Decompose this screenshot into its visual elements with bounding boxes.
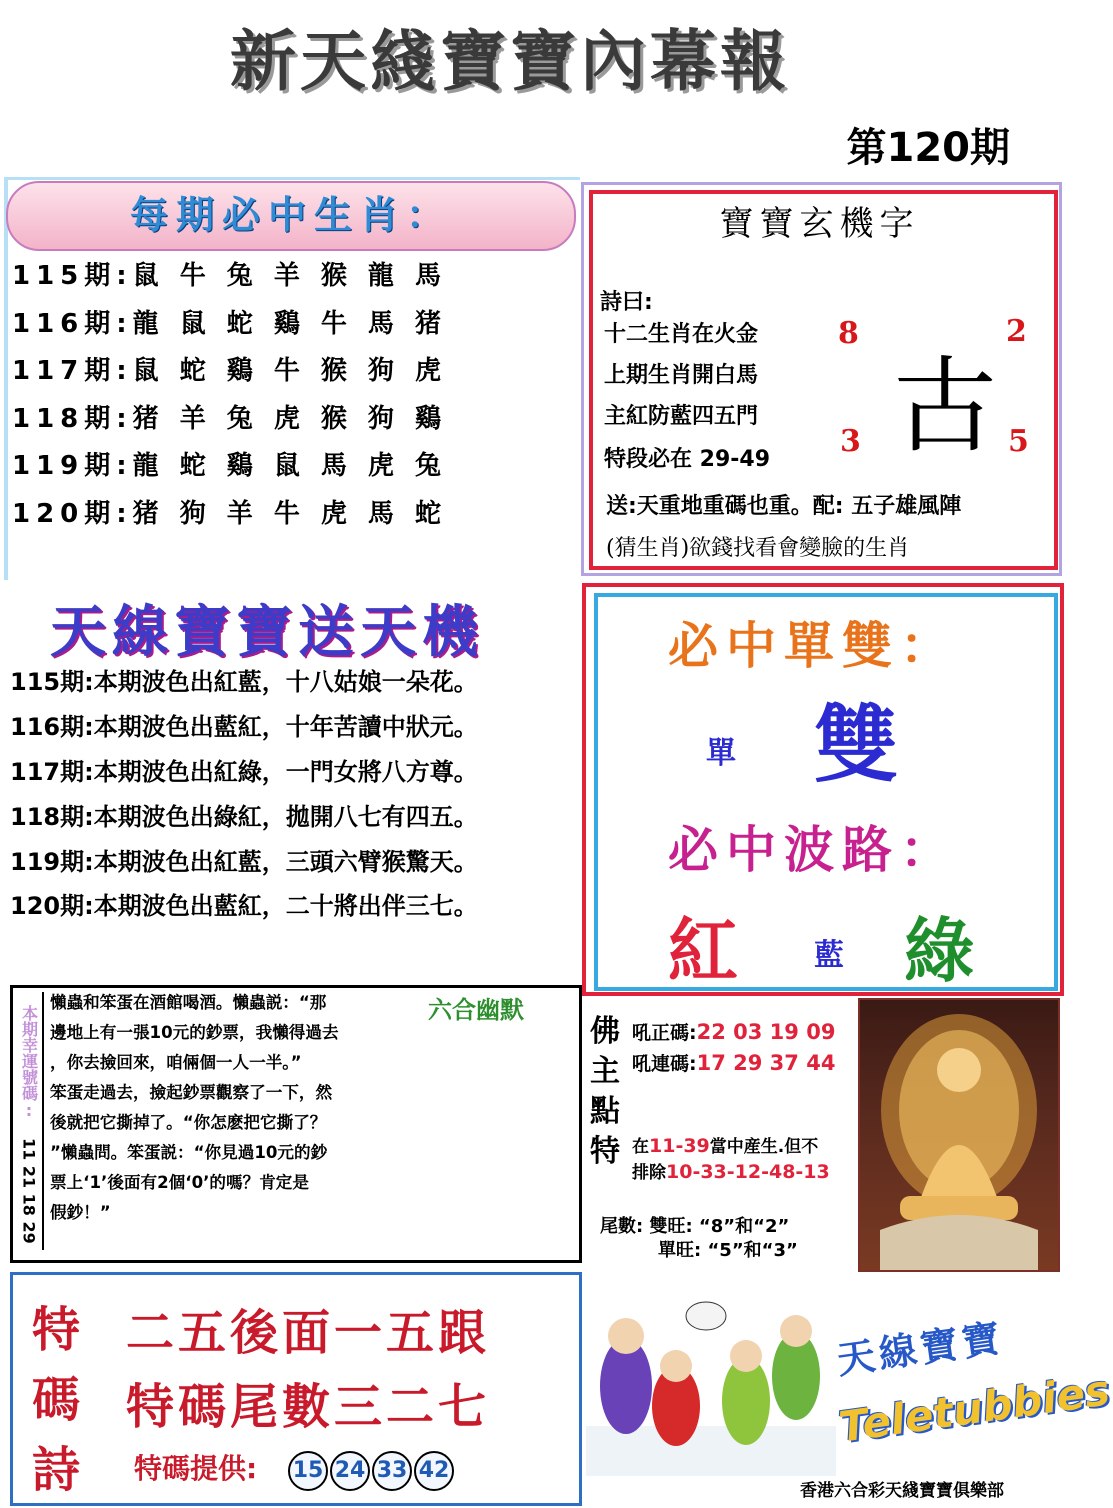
tema-provider-label: 特碼提供: <box>134 1452 258 1485</box>
color-green: 綠 <box>904 910 974 992</box>
joke-line: 懶蟲和笨蛋在酒館喝酒。懶蟲説：“那 <box>50 993 327 1012</box>
poem-riddle: (猜生肖)欲錢找看會變臉的生肖 <box>606 536 910 561</box>
zodiac-row: 117期:鼠 蛇 鷄 牛 猴 狗 虎 <box>12 356 447 387</box>
buddha-image <box>858 998 1060 1272</box>
joke-line: 笨蛋走過去，撿起鈔票觀察了一下，然 <box>50 1083 333 1102</box>
mystery-character: 古 <box>893 345 998 467</box>
tianji-row: 115期:本期波色出紅藍，十八姑娘一朵花。 <box>10 668 478 696</box>
main-numbers: 22 03 19 09 <box>696 1020 836 1044</box>
number-ball: 15 <box>288 1451 328 1491</box>
poem-line: 十二生肖在火金 <box>604 322 759 347</box>
odd-label: 單 <box>706 736 736 771</box>
teletubbies-logo-cn: 天線寶寶 <box>834 1315 1007 1383</box>
joke-line: 票上‘1’後面有2個‘0’的嗎？肯定是 <box>50 1173 309 1192</box>
number-ball: 33 <box>372 1451 412 1491</box>
number-ball: 42 <box>414 1451 454 1491</box>
number-ball: 24 <box>330 1451 370 1491</box>
buddha-tag: 佛主點特 <box>590 1014 620 1169</box>
joke-line: ”懶蟲問。笨蛋説：“你見過10元的鈔 <box>50 1143 328 1162</box>
range-line <box>632 1132 818 1157</box>
corner-number: 5 <box>1008 424 1029 459</box>
tianji-row: 116期:本期波色出藍紅，十年苦讀中狀元。 <box>10 713 478 741</box>
tail-double: 尾數: 雙旺: “8”和“2” <box>600 1216 790 1237</box>
tema-side-char: 碼 <box>32 1372 81 1428</box>
joke-tag: 六合幽默 <box>428 996 524 1024</box>
zodiac-row: 120期:猪 狗 羊 牛 虎 馬 蛇 <box>12 498 447 529</box>
exclude-label: 排除 <box>632 1163 666 1183</box>
poem-line: 上期生肖開白馬 <box>604 363 759 388</box>
zodiac-row: 116期:龍 鼠 蛇 鷄 牛 馬 猪 <box>12 308 447 339</box>
corner-number: 2 <box>1006 314 1027 349</box>
zodiac-row: 115期:鼠 牛 兔 羊 猴 龍 馬 <box>12 261 447 291</box>
range-value: 11-39 <box>649 1135 710 1157</box>
buddha-statue-icon <box>860 1000 1058 1270</box>
tianji-row: 118期:本期波色出綠紅，拋開八七有四五。 <box>10 803 478 831</box>
range-text: 在 <box>632 1137 649 1157</box>
corner-number: 8 <box>838 316 859 351</box>
tianji-row: 119期:本期波色出紅藍，三頭六臂猴驚天。 <box>10 848 478 876</box>
poem-title: 寶寶玄機字 <box>719 204 920 244</box>
tail-single: 單旺: “5”和“3” <box>658 1240 798 1261</box>
zodiac-list <box>12 255 572 541</box>
tianji-row: 120期:本期波色出藍紅，二十將出伴三七。 <box>10 892 478 920</box>
lucky-numbers: 11 21 18 29 <box>19 1138 39 1244</box>
issue-number: 第120期 <box>846 125 1010 171</box>
joke-line: ，你去撿回來，咱倆個一人一半。” <box>50 1053 302 1072</box>
tema-side-char: 詩 <box>32 1442 81 1498</box>
color-blue: 藍 <box>814 938 844 973</box>
linked-numbers: 17 29 37 44 <box>696 1051 836 1075</box>
tema-line: 特碼尾數三二七 <box>126 1379 491 1435</box>
poem-intro: 詩曰: <box>600 290 653 315</box>
joke-line: 邊地上有一張10元的鈔票，我懶得過去 <box>50 1023 339 1042</box>
exclude-numbers: 10-33-12-48-13 <box>666 1161 830 1183</box>
club-name: 香港六合彩天綫寶寶俱樂部 <box>800 1481 1004 1501</box>
zodiac-row: 118期:猪 羊 兔 虎 猴 狗 鷄 <box>12 403 447 434</box>
even-label: 雙 <box>814 696 899 794</box>
zodiac-row: 119期:龍 蛇 鷄 鼠 馬 虎 兔 <box>12 451 447 482</box>
teletubbies-logo-en: Teletubbies <box>835 1365 1113 1452</box>
main-numbers-line <box>632 1018 835 1045</box>
lucky-numbers-label: 本期幸運號碼: <box>19 1004 39 1120</box>
joke-text <box>50 988 450 1228</box>
tema-balls <box>288 1451 456 1491</box>
poem-send: 送:天重地重碼也重。配: 五子雄風陣 <box>606 494 962 519</box>
linked-numbers-label: 吼連碼: <box>632 1053 697 1075</box>
zodiac-heading: 每期必中生肖： <box>6 181 576 251</box>
danshuang-heading: 必中單雙： <box>668 617 958 675</box>
main-numbers-label: 吼正碼: <box>632 1022 697 1044</box>
color-red: 紅 <box>668 910 738 992</box>
tema-line: 二五後面一五跟 <box>126 1305 491 1361</box>
tema-side <box>32 1295 80 1505</box>
joke-line: 假鈔！” <box>50 1203 111 1222</box>
poem-line: 特段必在 29-49 <box>604 447 771 472</box>
exclude-line <box>632 1158 830 1183</box>
corner-number: 3 <box>840 424 861 459</box>
tianji-row: 117期:本期波色出紅綠，一門女將八方尊。 <box>10 758 478 786</box>
poem-line: 主紅防藍四五門 <box>604 404 759 429</box>
lucky-numbers-column <box>16 992 44 1250</box>
page-title: 新天綫寶寶內幕報 <box>230 23 790 100</box>
wave-heading: 必中波路： <box>668 821 958 879</box>
tianji-heading: 天線寶寶送天機 <box>50 600 484 665</box>
tema-side-char: 特 <box>32 1302 81 1358</box>
linked-numbers-line <box>632 1049 835 1076</box>
range-text: 當中産生.但不 <box>709 1137 819 1157</box>
joke-line: 後就把它撕掉了。“你怎麽把它撕了？ <box>50 1113 327 1132</box>
